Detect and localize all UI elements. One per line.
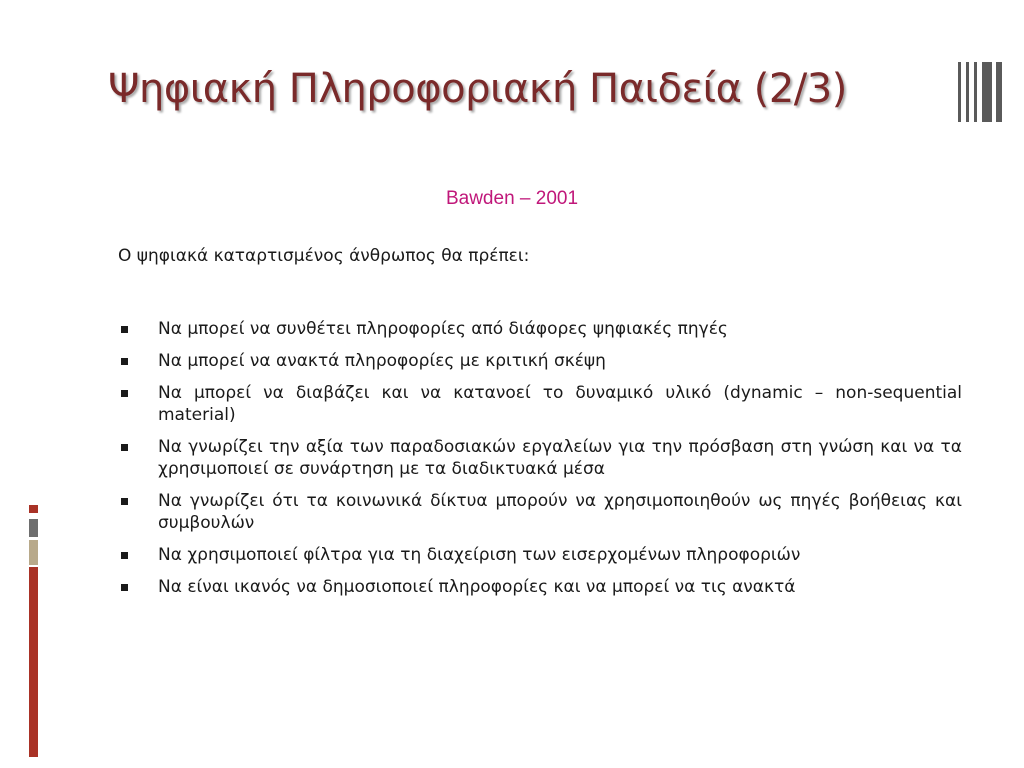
bullet-item: Να είναι ικανός να δημοσιοποιεί πληροφορίες και να μπορεί να τις ανακτά — [118, 576, 962, 598]
square-bullet-icon — [121, 584, 128, 591]
square-bullet-icon — [121, 498, 128, 505]
square-bullet-icon — [121, 444, 128, 451]
square-bullet-icon — [121, 552, 128, 559]
bullet-item: Να μπορεί να ανακτά πληροφορίες με κριτική σκέψη — [118, 350, 962, 372]
accent-bar-red-top — [29, 505, 38, 513]
square-bullet-icon — [121, 390, 128, 397]
bullet-list — [118, 318, 962, 608]
bullet-item: Να μπορεί να συνθέτει πληροφορίες από διάφορες ψηφιακές πηγές — [118, 318, 962, 340]
accent-bar-red-long — [29, 567, 38, 757]
bullet-item: Να γνωρίζει ότι τα κοινωνικά δίκτυα μπορούν να χρησιμοποιηθούν ως πηγές βοήθειας και συμβουλών — [118, 490, 962, 534]
slide-subtitle: Bawden – 2001 — [445, 188, 579, 209]
intro-text: Ο ψηφιακά καταρτισμένος άνθρωπος θα πρέπει: — [118, 246, 530, 266]
accent-bar-tan — [29, 540, 38, 565]
bullet-item: Να γνωρίζει την αξία των παραδοσιακών εργαλείων για την πρόσβαση στη γνώση και να τα χρησιμοποιεί σε συνάρτηση με τα διαδικτυακά μέσα — [118, 436, 962, 480]
decorative-lines-top — [958, 62, 1008, 122]
square-bullet-icon — [121, 358, 128, 365]
slide-title: Ψηφιακή Πληροφοριακή Παιδεία (2/3) — [108, 66, 847, 112]
bullet-item: Να χρησιμοποιεί φίλτρα για τη διαχείριση των εισερχομένων πληροφοριών — [118, 544, 962, 566]
bullet-item: Να μπορεί να διαβάζει και να κατανοεί το δυναμικό υλικό (dynamic – non-sequential material) — [118, 382, 962, 426]
square-bullet-icon — [121, 326, 128, 333]
accent-bar-gray — [29, 519, 38, 537]
